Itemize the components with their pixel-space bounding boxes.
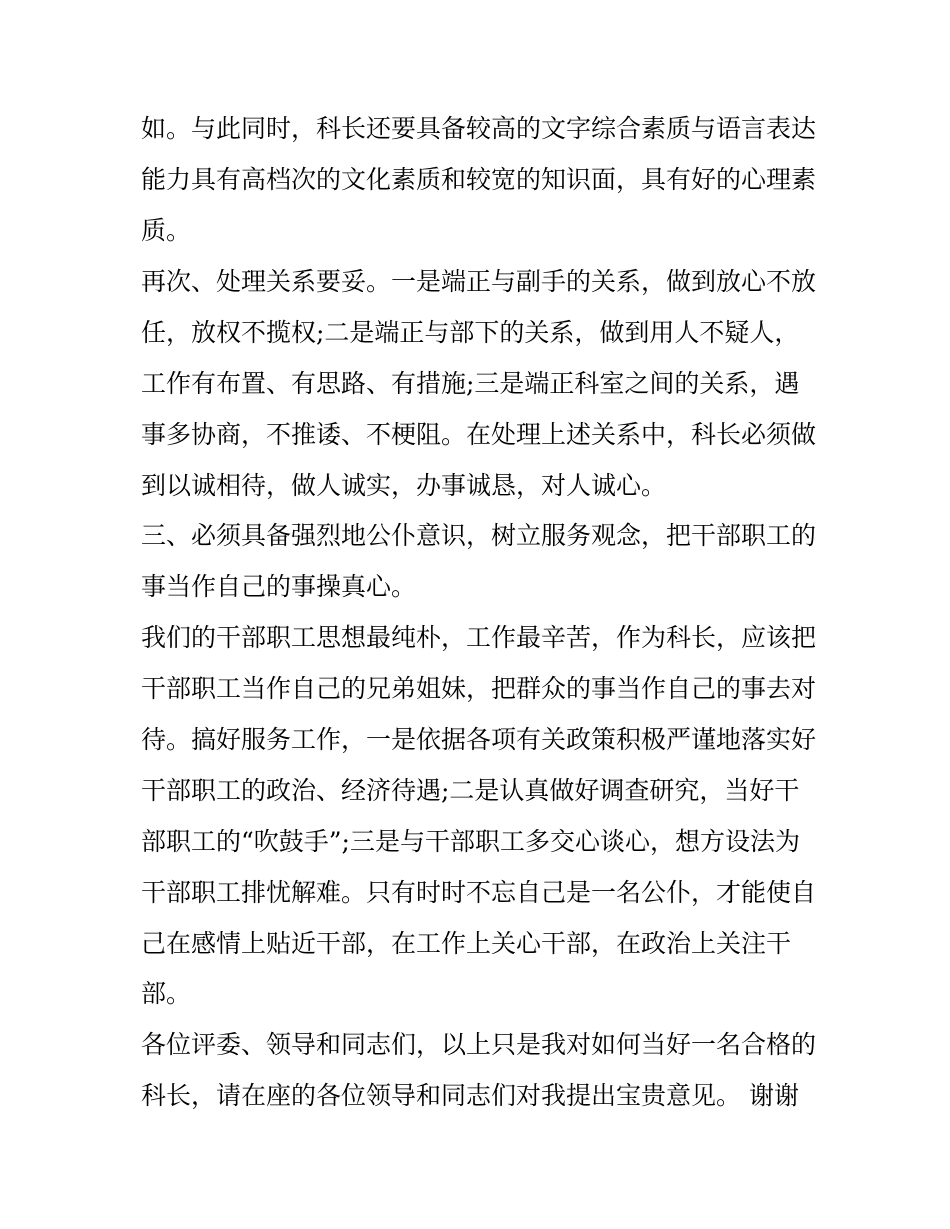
text-line: 事多协商，不推诿、不梗阻。在处理上述关系中，科长必须做 [141, 420, 817, 449]
text-line: 到以诚相待，做人诚实，办事诚恳，对人诚心。 [141, 471, 667, 500]
text-line: 干部职工的政治、经济待遇;二是认真做好调查研究，当好干 [141, 776, 800, 805]
text-line: 部。 [141, 979, 192, 1008]
text-line: 工作有布置、有思路、有措施;三是端正科室之间的关系，遇 [141, 369, 800, 398]
text-line: 任，放权不揽权;二是端正与部下的关系，做到用人不疑人， [141, 318, 800, 347]
text-line: 部职工的“吹鼓手”;三是与干部职工多交心谈心，想方设法为 [141, 827, 800, 856]
text-line: 事当作自己的事操真心。 [141, 572, 417, 601]
text-line: 各位评委、领导和同志们，以上只是我对如何当好一名合格的 [141, 1030, 817, 1059]
text-line: 如。与此同时，科长还要具备较高的文字综合素质与语言表达 [141, 114, 817, 143]
text-line: 质。 [141, 216, 192, 245]
text-line: 三、必须具备强烈地公仆意识，树立服务观念，把干部职工的 [141, 521, 817, 550]
text-line: 再次、处理关系要妥。一是端正与副手的关系，做到放心不放 [141, 267, 817, 296]
text-line: 己在感情上贴近干部，在工作上关心干部，在政治上关注干 [141, 929, 792, 958]
text-line: 干部职工当作自己的兄弟姐妹，把群众的事当作自己的事去对 [141, 674, 817, 703]
text-line: 干部职工排忧解难。只有时时不忘自己是一名公仆，才能使自 [141, 878, 817, 907]
text-line: 科长，请在座的各位领导和同志们对我提出宝贵意见。 谢谢 [141, 1081, 799, 1110]
text-line: 能力具有高档次的文化素质和较宽的知识面，具有好的心理素 [141, 165, 817, 194]
text-line: 我们的干部职工思想最纯朴，工作最辛苦，作为科长，应该把 [141, 623, 817, 652]
text-line: 待。搞好服务工作，一是依据各项有关政策积极严谨地落实好 [141, 725, 817, 754]
